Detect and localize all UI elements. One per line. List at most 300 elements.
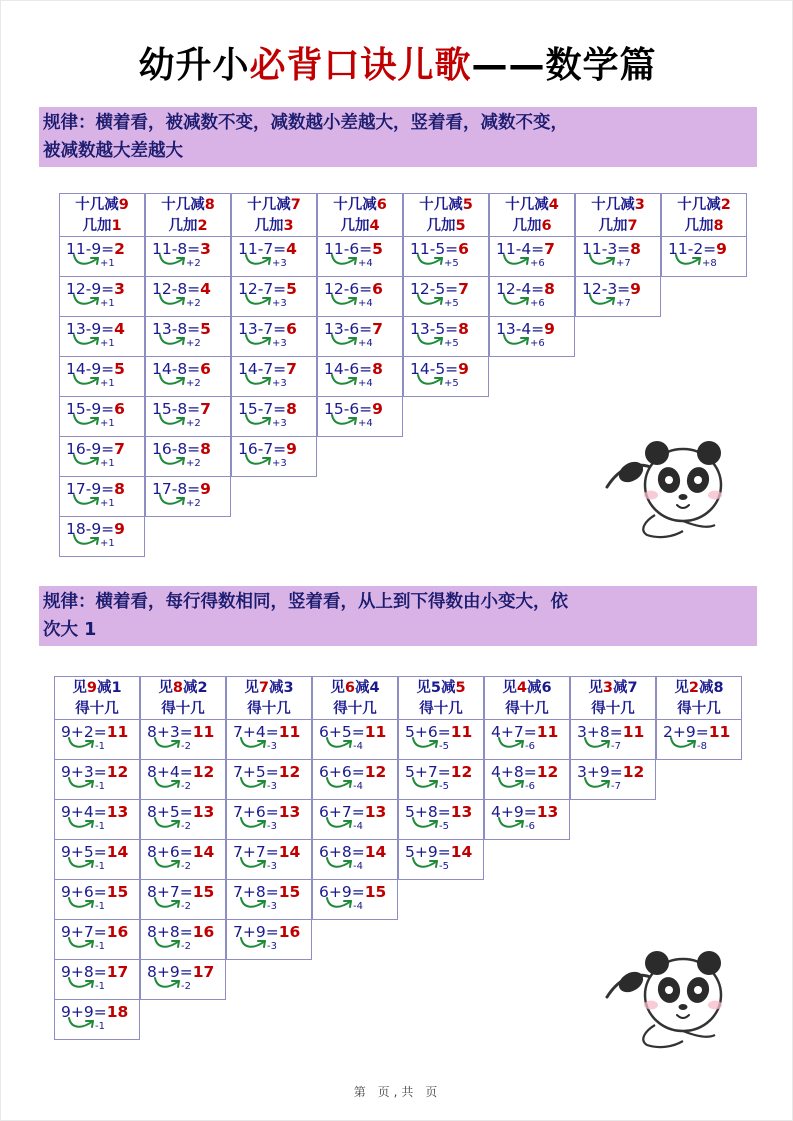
- equation: 15-9=6: [66, 400, 125, 418]
- table-cell-empty: [656, 800, 742, 840]
- table-cell: [54, 720, 140, 760]
- equation-hint: +5: [444, 298, 459, 309]
- equation-hint: -5: [439, 741, 449, 752]
- table-cell-empty: [489, 397, 575, 437]
- equation-hint: +5: [444, 258, 459, 269]
- equation-answer: 15: [364, 883, 387, 901]
- table-cell-empty: [231, 477, 317, 517]
- equation-hint: +8: [702, 258, 717, 269]
- curved-arrow-icon: [72, 453, 102, 469]
- equation-hint: -4: [353, 821, 363, 832]
- equation-answer: 11: [622, 723, 645, 741]
- table-cell-empty: [403, 397, 489, 437]
- equation-answer: 17: [106, 963, 129, 981]
- table-cell: [54, 920, 140, 960]
- table-cell: [317, 357, 403, 397]
- table-column: [489, 193, 575, 557]
- equation-answer: 5: [286, 280, 297, 298]
- column-header: 十几减9 几加1: [59, 193, 145, 237]
- curved-arrow-icon: [416, 253, 446, 269]
- table-cell: [398, 800, 484, 840]
- equation-hint: +4: [358, 378, 373, 389]
- equation-answer: 9: [630, 280, 641, 298]
- table-cell: [231, 317, 317, 357]
- table-cell: [140, 800, 226, 840]
- equation-answer: 14: [106, 843, 129, 861]
- equation-answer: 3: [200, 240, 211, 258]
- equation: 11-2=9: [668, 240, 727, 258]
- equation: 12-4=8: [496, 280, 555, 298]
- equation-answer: 15: [106, 883, 129, 901]
- equation: 12-8=4: [152, 280, 211, 298]
- equation-answer: 8: [458, 320, 469, 338]
- equation-answer: 13: [450, 803, 473, 821]
- curved-arrow-icon: [416, 293, 446, 309]
- equation-answer: 16: [278, 923, 301, 941]
- equation: 14-9=5: [66, 360, 125, 378]
- equation-answer: 11: [708, 723, 731, 741]
- table-cell: [140, 720, 226, 760]
- equation: 16-7=9: [238, 440, 297, 458]
- curved-arrow-icon: [158, 413, 188, 429]
- equation-hint: -5: [439, 821, 449, 832]
- table-cell-empty: [575, 357, 661, 397]
- equation-hint: -4: [353, 781, 363, 792]
- table-cell-empty: [398, 1000, 484, 1040]
- equation-hint: -1: [95, 901, 105, 912]
- column-header: 见3减7 得十几: [570, 676, 656, 720]
- equation-hint: -1: [95, 1021, 105, 1032]
- equation-hint: -1: [95, 781, 105, 792]
- curved-arrow-icon: [67, 736, 97, 752]
- curved-arrow-icon: [153, 936, 183, 952]
- table-cell: [403, 237, 489, 277]
- equation: 8+3=11: [147, 723, 215, 741]
- curved-arrow-icon: [153, 736, 183, 752]
- table-cell-empty: [575, 317, 661, 357]
- curved-arrow-icon: [325, 816, 355, 832]
- equation-answer: 12: [192, 763, 215, 781]
- equation-hint: -1: [95, 821, 105, 832]
- table-cell: [145, 357, 231, 397]
- equation-answer: 4: [114, 320, 125, 338]
- table-cell: [140, 960, 226, 1000]
- curved-arrow-icon: [330, 333, 360, 349]
- equation-hint: -3: [267, 901, 277, 912]
- equation: 15-6=9: [324, 400, 383, 418]
- curved-arrow-icon: [67, 896, 97, 912]
- table-column: [140, 676, 226, 1040]
- rule-banner-1: [39, 107, 757, 167]
- curved-arrow-icon: [67, 976, 97, 992]
- equation-hint: +1: [100, 538, 115, 549]
- curved-arrow-icon: [158, 453, 188, 469]
- curved-arrow-icon: [67, 776, 97, 792]
- equation-answer: 7: [114, 440, 125, 458]
- curved-arrow-icon: [153, 776, 183, 792]
- equation: 18-9=9: [66, 520, 125, 538]
- curved-arrow-icon: [153, 856, 183, 872]
- equation-answer: 8: [114, 480, 125, 498]
- equation-hint: +1: [100, 258, 115, 269]
- curved-arrow-icon: [67, 856, 97, 872]
- equation-answer: 4: [200, 280, 211, 298]
- table-cell: [59, 357, 145, 397]
- page-title: [1, 37, 793, 88]
- equation: 13-9=4: [66, 320, 125, 338]
- table-cell: [484, 720, 570, 760]
- equation-answer: 6: [286, 320, 297, 338]
- equation-answer: 9: [716, 240, 727, 258]
- equation: 11-8=3: [152, 240, 211, 258]
- table-cell: [145, 477, 231, 517]
- table-cell: [54, 960, 140, 1000]
- column-header: 见9减1 得十几: [54, 676, 140, 720]
- equation: 13-8=5: [152, 320, 211, 338]
- equation: 6+6=12: [319, 763, 387, 781]
- curved-arrow-icon: [583, 736, 613, 752]
- equation-hint: -4: [353, 861, 363, 872]
- equation-hint: -3: [267, 941, 277, 952]
- table-cell: [226, 760, 312, 800]
- table-cell: [226, 920, 312, 960]
- table-cell: [145, 437, 231, 477]
- curved-arrow-icon: [669, 736, 699, 752]
- equation-hint: -2: [181, 781, 191, 792]
- curved-arrow-icon: [158, 293, 188, 309]
- table-cell: [312, 880, 398, 920]
- equation-hint: -7: [611, 781, 621, 792]
- table-cell: [489, 237, 575, 277]
- table-column: [226, 676, 312, 1040]
- table-cell: [59, 517, 145, 557]
- table-cell-empty: [312, 1000, 398, 1040]
- equation-hint: +5: [444, 338, 459, 349]
- table-cell-empty: [661, 277, 747, 317]
- equation: 6+5=11: [319, 723, 387, 741]
- equation-answer: 7: [286, 360, 297, 378]
- table-cell-empty: [661, 357, 747, 397]
- equation-hint: -3: [267, 821, 277, 832]
- curved-arrow-icon: [239, 856, 269, 872]
- equation-hint: -1: [95, 741, 105, 752]
- curved-arrow-icon: [497, 816, 527, 832]
- table-cell: [312, 720, 398, 760]
- equation: 11-6=5: [324, 240, 383, 258]
- table-cell-empty: [489, 437, 575, 477]
- equation-hint: -1: [95, 861, 105, 872]
- equation-answer: 8: [630, 240, 641, 258]
- equation-hint: +2: [186, 418, 201, 429]
- table-cell: [403, 357, 489, 397]
- equation: 12-6=6: [324, 280, 383, 298]
- equation-answer: 8: [372, 360, 383, 378]
- equation: 2+9=11: [663, 723, 731, 741]
- table-cell-empty: [398, 960, 484, 1000]
- equation-answer: 6: [114, 400, 125, 418]
- table-cell: [656, 720, 742, 760]
- curved-arrow-icon: [72, 533, 102, 549]
- table-cell-empty: [398, 880, 484, 920]
- table-cell-empty: [484, 920, 570, 960]
- equation-hint: -1: [95, 941, 105, 952]
- table-cell-empty: [317, 517, 403, 557]
- table-column: [59, 193, 145, 557]
- equation: 5+7=12: [405, 763, 473, 781]
- equation-hint: -2: [181, 861, 191, 872]
- table-cell: [54, 760, 140, 800]
- equation-answer: 9: [458, 360, 469, 378]
- table-cell-empty: [140, 1000, 226, 1040]
- equation-hint: -2: [181, 901, 191, 912]
- equation-hint: +3: [272, 298, 287, 309]
- equation: 6+9=15: [319, 883, 387, 901]
- table-cell: [489, 317, 575, 357]
- equation-answer: 6: [458, 240, 469, 258]
- table-cell: [140, 920, 226, 960]
- curved-arrow-icon: [411, 776, 441, 792]
- equation-hint: +6: [530, 298, 545, 309]
- curved-arrow-icon: [325, 736, 355, 752]
- table-cell: [226, 800, 312, 840]
- equation-hint: -6: [525, 821, 535, 832]
- equation-hint: +3: [272, 458, 287, 469]
- equation-answer: 14: [450, 843, 473, 861]
- equation: 8+6=14: [147, 843, 215, 861]
- equation-answer: 13: [192, 803, 215, 821]
- equation-hint: -2: [181, 741, 191, 752]
- curved-arrow-icon: [244, 253, 274, 269]
- table-cell: [312, 840, 398, 880]
- table-cell: [54, 800, 140, 840]
- equation: 4+8=12: [491, 763, 559, 781]
- curved-arrow-icon: [416, 333, 446, 349]
- equation-hint: -3: [267, 741, 277, 752]
- curved-arrow-icon: [153, 816, 183, 832]
- table-cell-empty: [661, 317, 747, 357]
- equation: 11-9=2: [66, 240, 125, 258]
- equation-answer: 12: [278, 763, 301, 781]
- table-cell: [54, 1000, 140, 1040]
- equation: 3+9=12: [577, 763, 645, 781]
- column-header: 十几减8 几加2: [145, 193, 231, 237]
- equation: 8+4=12: [147, 763, 215, 781]
- equation: 11-7=4: [238, 240, 297, 258]
- equation: 7+9=16: [233, 923, 301, 941]
- equation: 9+2=11: [61, 723, 129, 741]
- table-cell: [312, 800, 398, 840]
- equation-answer: 12: [536, 763, 559, 781]
- equation-hint: +2: [186, 378, 201, 389]
- curved-arrow-icon: [67, 816, 97, 832]
- equation: 8+8=16: [147, 923, 215, 941]
- equation-answer: 13: [364, 803, 387, 821]
- equation-hint: +2: [186, 258, 201, 269]
- equation-answer: 15: [278, 883, 301, 901]
- rule-banner-2: [39, 586, 757, 646]
- curved-arrow-icon: [325, 776, 355, 792]
- equation-hint: -3: [267, 781, 277, 792]
- equation-hint: +4: [358, 418, 373, 429]
- equation: 14-6=8: [324, 360, 383, 378]
- equation: 12-9=3: [66, 280, 125, 298]
- table-cell: [226, 880, 312, 920]
- equation-answer: 9: [286, 440, 297, 458]
- equation: 5+6=11: [405, 723, 473, 741]
- rule-banner-2-line2: 次大 1: [43, 620, 97, 640]
- equation-hint: +2: [186, 338, 201, 349]
- curved-arrow-icon: [72, 373, 102, 389]
- table-cell-empty: [226, 1000, 312, 1040]
- table-cell: [231, 397, 317, 437]
- column-header: 见8减2 得十几: [140, 676, 226, 720]
- equation: 9+4=13: [61, 803, 129, 821]
- equation: 14-5=9: [410, 360, 469, 378]
- equation-answer: 2: [114, 240, 125, 258]
- equation: 7+6=13: [233, 803, 301, 821]
- table-cell-empty: [312, 920, 398, 960]
- table-cell-empty: [403, 477, 489, 517]
- equation-hint: +4: [358, 298, 373, 309]
- panda-illustration-bottom: [597, 935, 737, 1055]
- table-cell-empty: [231, 517, 317, 557]
- equation: 16-9=7: [66, 440, 125, 458]
- equation-hint: -1: [95, 981, 105, 992]
- table-cell: [140, 880, 226, 920]
- curved-arrow-icon: [411, 816, 441, 832]
- equation-answer: 14: [192, 843, 215, 861]
- equation-hint: +1: [100, 298, 115, 309]
- table-cell-empty: [403, 437, 489, 477]
- equation: 12-3=9: [582, 280, 641, 298]
- equation-answer: 18: [106, 1003, 129, 1021]
- equation-hint: +1: [100, 418, 115, 429]
- table-cell-empty: [484, 1000, 570, 1040]
- equation: 9+8=17: [61, 963, 129, 981]
- table-column: [403, 193, 489, 557]
- curved-arrow-icon: [244, 373, 274, 389]
- equation-hint: +7: [616, 258, 631, 269]
- equation-hint: +3: [272, 418, 287, 429]
- equation-answer: 3: [114, 280, 125, 298]
- equation: 15-8=7: [152, 400, 211, 418]
- equation-hint: -6: [525, 781, 535, 792]
- equation: 14-7=7: [238, 360, 297, 378]
- equation-hint: +7: [616, 298, 631, 309]
- curved-arrow-icon: [158, 373, 188, 389]
- table-column: [54, 676, 140, 1040]
- equation-answer: 14: [278, 843, 301, 861]
- equation-hint: +3: [272, 338, 287, 349]
- equation-hint: +3: [272, 258, 287, 269]
- equation: 7+5=12: [233, 763, 301, 781]
- equation-answer: 8: [286, 400, 297, 418]
- equation-hint: -8: [697, 741, 707, 752]
- equation-hint: -6: [525, 741, 535, 752]
- table-cell: [484, 760, 570, 800]
- curved-arrow-icon: [330, 373, 360, 389]
- equation-answer: 12: [364, 763, 387, 781]
- equation-answer: 11: [536, 723, 559, 741]
- table-column: [398, 676, 484, 1040]
- curved-arrow-icon: [244, 293, 274, 309]
- equation: 9+3=12: [61, 763, 129, 781]
- table-cell: [570, 760, 656, 800]
- curved-arrow-icon: [497, 776, 527, 792]
- equation-hint: -2: [181, 981, 191, 992]
- equation-answer: 15: [192, 883, 215, 901]
- table-cell: [403, 277, 489, 317]
- table-cell-empty: [145, 517, 231, 557]
- equation-answer: 11: [192, 723, 215, 741]
- equation: 13-6=7: [324, 320, 383, 338]
- table-cell-empty: [226, 960, 312, 1000]
- curved-arrow-icon: [330, 293, 360, 309]
- equation-hint: +4: [358, 338, 373, 349]
- table-cell: [231, 357, 317, 397]
- equation-answer: 7: [458, 280, 469, 298]
- table-cell-empty: [489, 357, 575, 397]
- page-title-part-0: 幼升小: [138, 45, 250, 86]
- table-cell: [575, 277, 661, 317]
- equation-answer: 5: [114, 360, 125, 378]
- table-cell: [226, 840, 312, 880]
- page-title-part-1: 必背口诀儿歌: [249, 45, 472, 86]
- equation-answer: 7: [200, 400, 211, 418]
- table-cell: [59, 317, 145, 357]
- curved-arrow-icon: [416, 373, 446, 389]
- equation-answer: 16: [106, 923, 129, 941]
- equation-hint: +5: [444, 378, 459, 389]
- curved-arrow-icon: [158, 333, 188, 349]
- table-cell: [484, 800, 570, 840]
- table-cell: [59, 237, 145, 277]
- table-cell-empty: [484, 880, 570, 920]
- equation-answer: 9: [544, 320, 555, 338]
- curved-arrow-icon: [502, 293, 532, 309]
- rule-banner-1-line2: 被减数越大差越大: [43, 141, 183, 161]
- equation: 11-5=6: [410, 240, 469, 258]
- table-cell: [145, 237, 231, 277]
- table-cell-empty: [317, 437, 403, 477]
- table-cell: [54, 880, 140, 920]
- equation-answer: 16: [192, 923, 215, 941]
- table-cell: [59, 477, 145, 517]
- equation-answer: 5: [372, 240, 383, 258]
- table-cell-empty: [312, 960, 398, 1000]
- equation: 14-8=6: [152, 360, 211, 378]
- table-cell: [59, 437, 145, 477]
- equation-answer: 8: [544, 280, 555, 298]
- equation: 8+9=17: [147, 963, 215, 981]
- equation: 3+8=11: [577, 723, 645, 741]
- curved-arrow-icon: [67, 1016, 97, 1032]
- equation-answer: 9: [114, 520, 125, 538]
- curved-arrow-icon: [158, 253, 188, 269]
- equation-hint: +6: [530, 338, 545, 349]
- equation-answer: 11: [450, 723, 473, 741]
- table-cell: [317, 317, 403, 357]
- equation-hint: -7: [611, 741, 621, 752]
- column-header: 十几减7 几加3: [231, 193, 317, 237]
- equation: 9+9=18: [61, 1003, 129, 1021]
- column-header: 见2减8 得十几: [656, 676, 742, 720]
- equation: 7+7=14: [233, 843, 301, 861]
- equation: 15-7=8: [238, 400, 297, 418]
- curved-arrow-icon: [239, 936, 269, 952]
- table-cell: [398, 720, 484, 760]
- equation-answer: 11: [364, 723, 387, 741]
